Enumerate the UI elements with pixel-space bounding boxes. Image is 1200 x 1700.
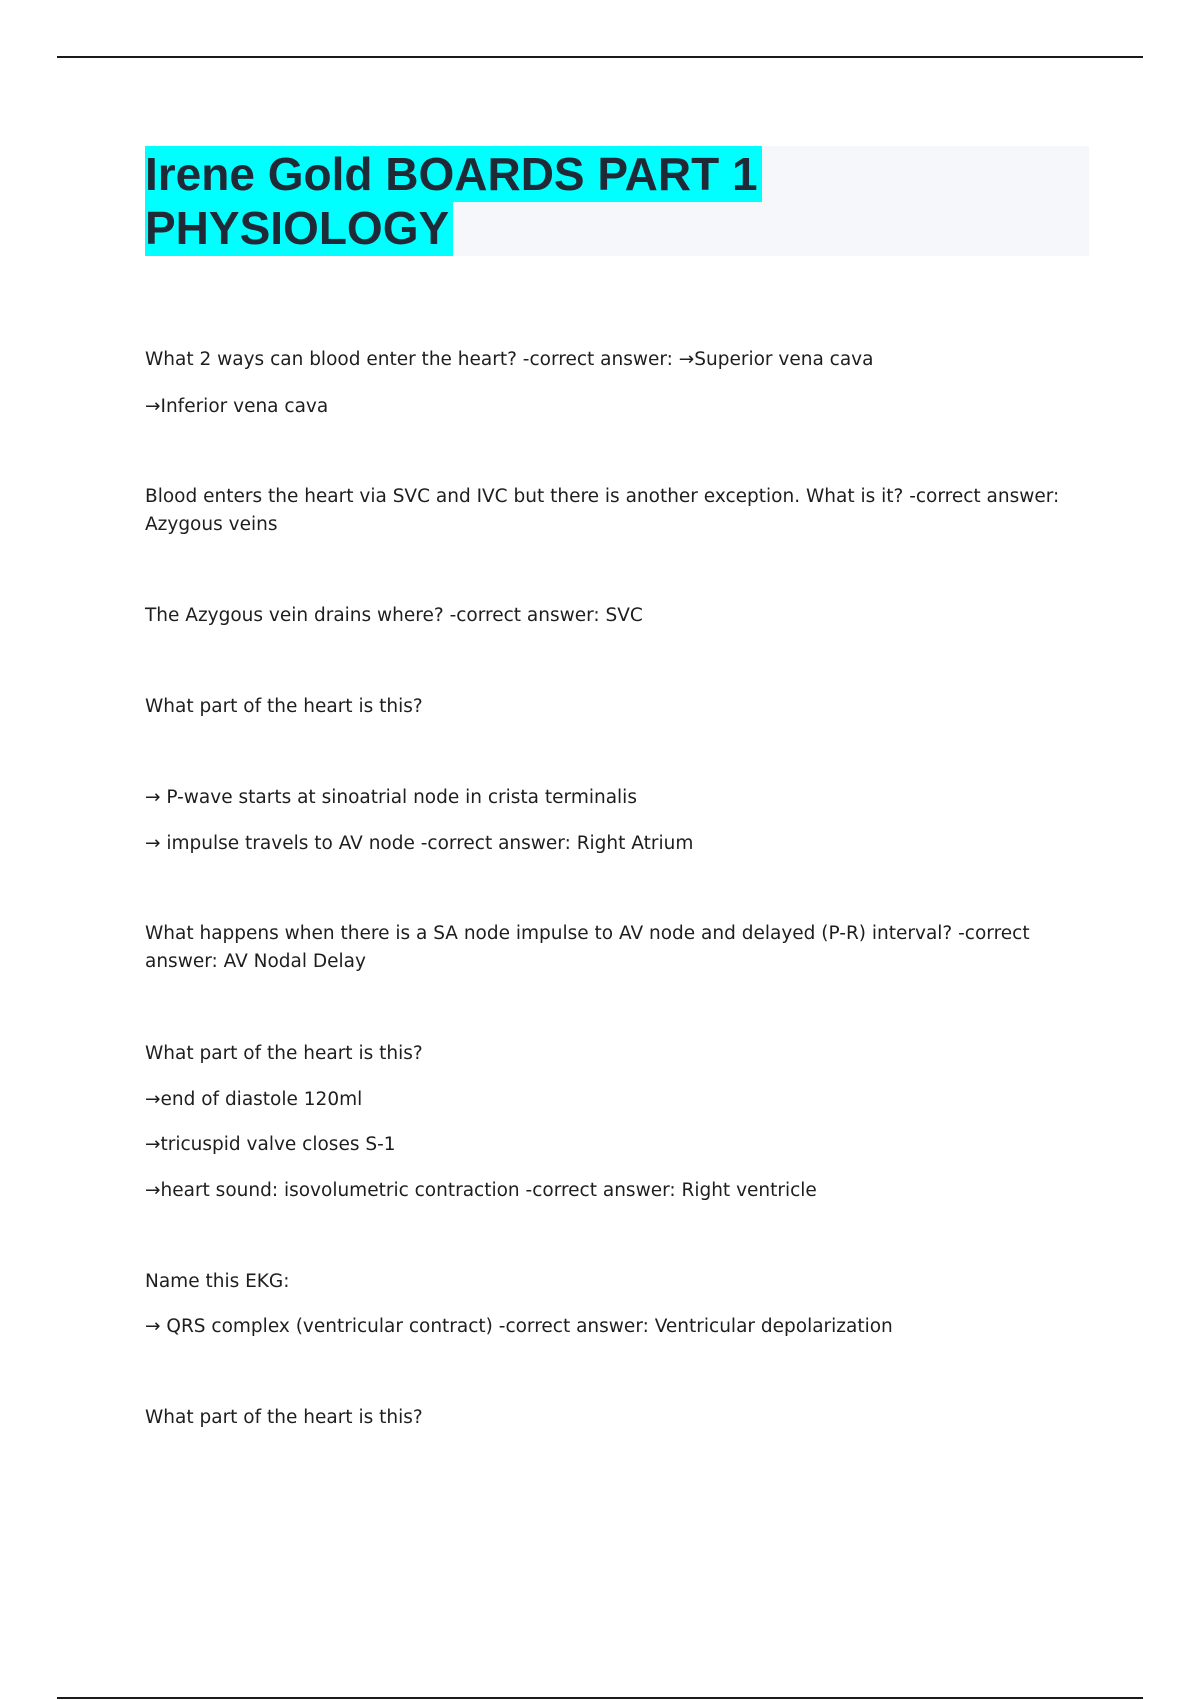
paragraph: → QRS complex (ventricular contract) -correct answer: Ventricular depolarization: [145, 1316, 893, 1337]
title-line-1: Irene Gold BOARDS PART 1: [145, 146, 762, 202]
paragraph: →end of diastole 120ml: [145, 1089, 363, 1110]
paragraph: → P-wave starts at sinoatrial node in crista terminalis: [145, 787, 637, 808]
paragraph: What part of the heart is this?: [145, 696, 423, 717]
paragraph: Blood enters the heart via SVC and IVC but there is another exception. What is it? -correct answer: Azygous veins: [145, 486, 1060, 535]
bottom-rule: [57, 1697, 1143, 1699]
document-title: [145, 146, 1089, 256]
paragraph: The Azygous vein drains where? -correct answer: SVC: [145, 605, 643, 626]
paragraph: →heart sound: isovolumetric contraction -correct answer: Right ventricle: [145, 1180, 817, 1201]
paragraph: →tricuspid valve closes S-1: [145, 1134, 396, 1155]
top-rule: [57, 56, 1143, 58]
paragraph: → impulse travels to AV node -correct answer: Right Atrium: [145, 833, 694, 854]
paragraph: What part of the heart is this?: [145, 1043, 423, 1064]
paragraph: →Inferior vena cava: [145, 396, 329, 417]
title-line-2: PHYSIOLOGY: [145, 200, 453, 256]
paragraph: What 2 ways can blood enter the heart? -correct answer: →Superior vena cava: [145, 349, 874, 370]
paragraph: Name this EKG:: [145, 1271, 290, 1292]
paragraph: What part of the heart is this?: [145, 1407, 423, 1428]
paragraph: What happens when there is a SA node impulse to AV node and delayed (P-R) interval? -correct answer: AV Nodal Delay: [145, 923, 1030, 972]
